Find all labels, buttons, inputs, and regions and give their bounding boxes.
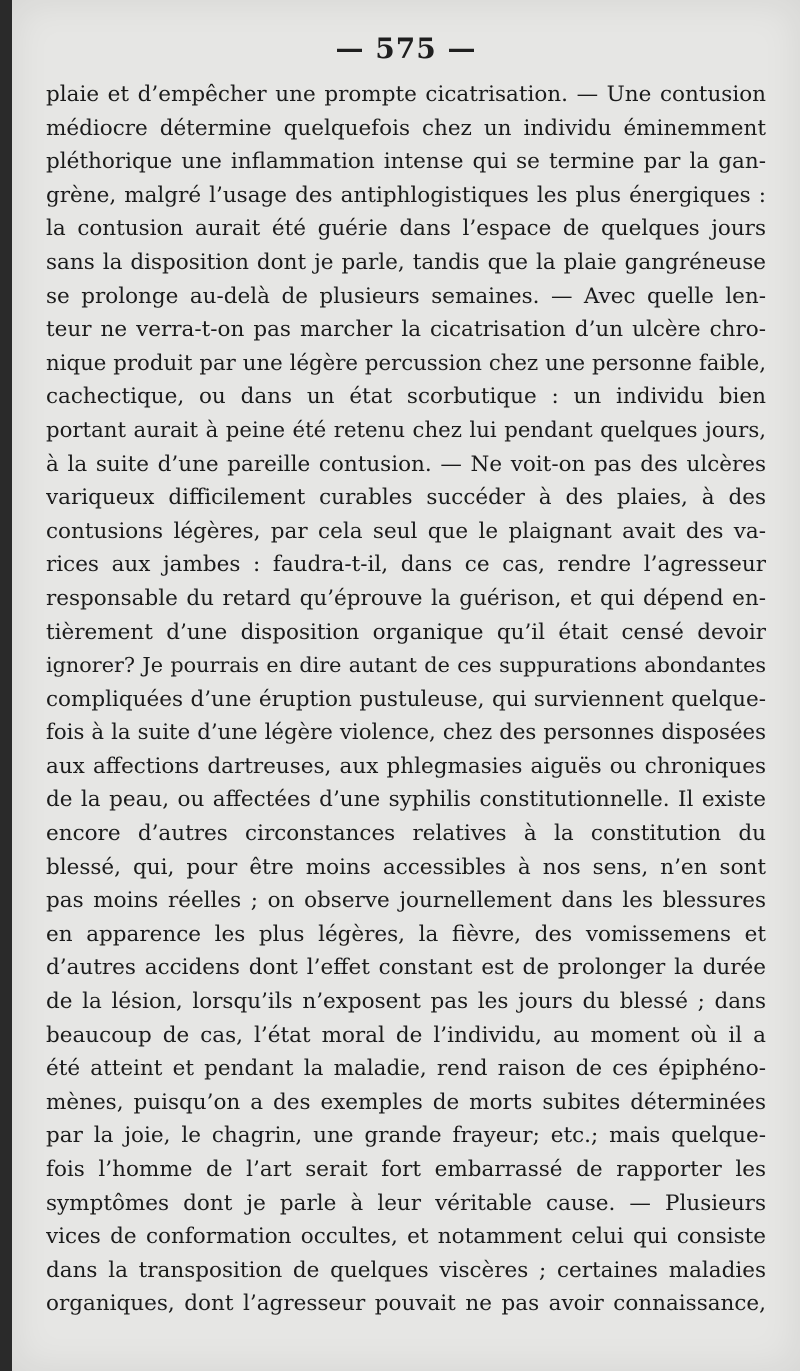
- text-line: portant aurait à peine été retenu chez lui pendant quelques jours,: [46, 417, 766, 443]
- text-line: variqueux difficilement curables succéder à des plaies, à des: [46, 485, 766, 511]
- text-line: ignorer? Je pourrais en dire autant de ces suppurations abondantes: [46, 653, 766, 678]
- text-line: symptômes dont je parle à leur véritable cause. — Plusieurs: [46, 1190, 766, 1216]
- text-line: cachectique, ou dans un état scorbutique : un individu bien: [46, 384, 766, 410]
- text-line: se prolonge au-delà de plusieurs semaines. — Avec quelle len-: [46, 283, 766, 309]
- page-number: — 575 —: [335, 32, 477, 65]
- text-line: encore d’autres circonstances relatives à la constitution du: [46, 821, 766, 847]
- body-text: [46, 78, 766, 1321]
- text-line: grène, malgré l’usage des antiphlogistiques les plus énergiques :: [46, 182, 766, 208]
- text-line: vices de conformation occultes, et notamment celui qui consiste: [46, 1224, 766, 1250]
- text-line: dans la transposition de quelques viscères ; certaines maladies: [46, 1257, 766, 1283]
- text-line: contusions légères, par cela seul que le plaignant avait des va-: [46, 518, 766, 544]
- text-line: organiques, dont l’agresseur pouvait ne pas avoir connaissance,: [46, 1291, 766, 1317]
- text-line: pas moins réelles ; on observe journellement dans les blessures: [46, 888, 766, 914]
- text-line: fois l’homme de l’art serait fort embarrassé de rapporter les: [46, 1157, 766, 1182]
- text-line: teur ne verra-t-on pas marcher la cicatrisation d’un ulcère chro-: [46, 317, 766, 343]
- text-line: plaie et d’empêcher une prompte cicatrisation. — Une contusion: [46, 82, 766, 107]
- book-page: [12, 0, 800, 1371]
- text-line: aux affections dartreuses, aux phlegmasies aiguës ou chroniques: [46, 753, 766, 779]
- text-line: la contusion aurait été guérie dans l’espace de quelques jours: [46, 216, 766, 242]
- text-line: responsable du retard qu’éprouve la guérison, et qui dépend en-: [46, 585, 766, 611]
- text-line: de la lésion, lorsqu’ils n’exposent pas les jours du blessé ; dans: [46, 989, 766, 1015]
- text-line: de la peau, ou affectées d’une syphilis constitutionnelle. Il existe: [46, 787, 766, 813]
- text-line: par la joie, le chagrin, une grande frayeur; etc.; mais quelque-: [46, 1123, 766, 1149]
- text-line: fois à la suite d’une légère violence, chez des personnes disposées: [46, 720, 766, 746]
- text-line: d’autres accidens dont l’effet constant est de prolonger la durée: [46, 955, 766, 981]
- text-line: tièrement d’une disposition organique qu’il était censé devoir: [46, 619, 766, 645]
- text-line: médiocre détermine quelquefois chez un individu éminemment: [46, 115, 766, 141]
- text-line: été atteint et pendant la maladie, rend raison de ces épiphéno-: [46, 1056, 766, 1082]
- text-line: pléthorique une inflammation intense qui se termine par la gan-: [46, 149, 766, 175]
- text-line: à la suite d’une pareille contusion. — Ne voit-on pas des ulcères: [46, 451, 766, 477]
- text-line: sans la disposition dont je parle, tandis que la plaie gangréneuse: [46, 249, 766, 275]
- text-line: beaucoup de cas, l’état moral de l’individu, au moment où il a: [46, 1022, 766, 1048]
- text-line: blessé, qui, pour être moins accessibles à nos sens, n’en sont: [46, 854, 766, 880]
- text-line: rices aux jambes : faudra-t-il, dans ce cas, rendre l’agresseur: [46, 552, 766, 578]
- text-line: en apparence les plus légères, la fièvre, des vomissemens et: [46, 921, 766, 947]
- text-line: nique produit par une légère percussion chez une personne faible,: [46, 350, 766, 376]
- text-line: compliquées d’une éruption pustuleuse, qui surviennent quelque-: [46, 686, 766, 712]
- text-line: mènes, puisqu’on a des exemples de morts subites déterminées: [46, 1089, 766, 1115]
